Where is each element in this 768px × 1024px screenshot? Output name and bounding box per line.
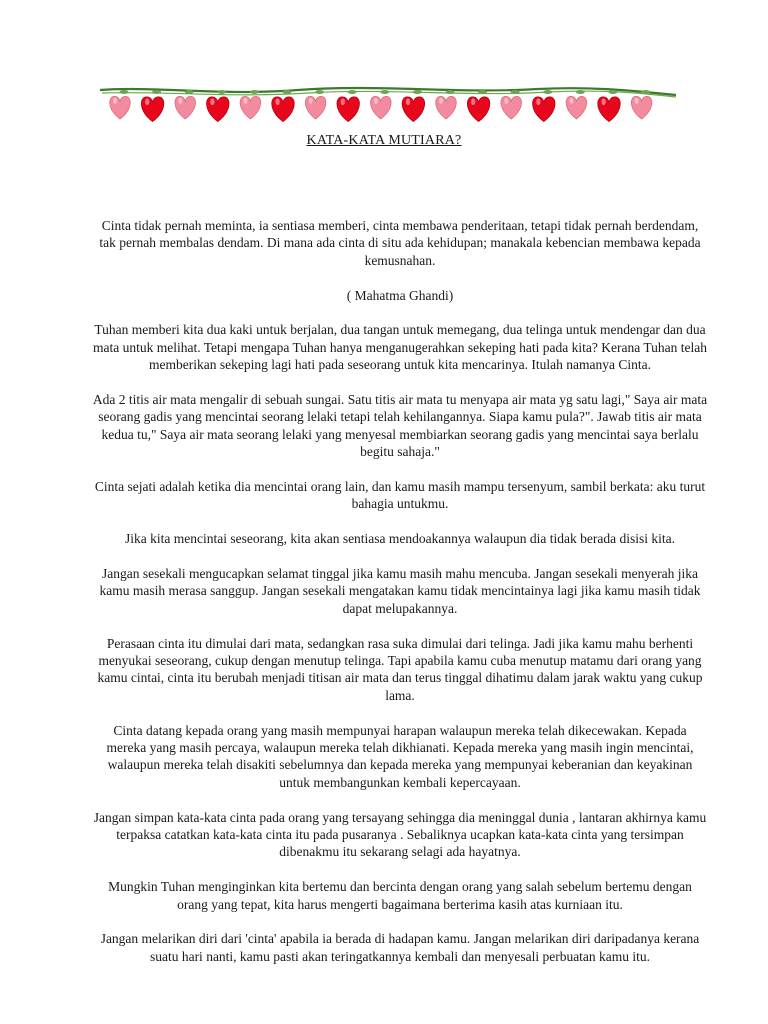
heart-highlight <box>309 98 313 104</box>
leaf-icon <box>380 90 389 94</box>
heart-highlight <box>178 98 182 104</box>
heart-highlight <box>210 98 214 105</box>
heart-highlight <box>113 98 117 104</box>
heart-highlight <box>243 98 247 104</box>
leaf-icon <box>576 90 585 94</box>
leaf-icon <box>446 90 455 94</box>
leaf-icon <box>511 90 520 94</box>
heart-icon <box>371 96 392 119</box>
heart-highlight <box>471 98 475 105</box>
heart-icon <box>598 97 620 122</box>
leaf-icon <box>120 90 129 94</box>
heart-highlight <box>275 98 279 105</box>
heart-highlight <box>569 98 573 104</box>
heart-highlight <box>504 98 508 104</box>
heart-highlight <box>536 98 540 105</box>
heart-icon <box>240 96 261 119</box>
heart-icon <box>337 97 359 122</box>
paragraph: Ada 2 titis air mata mengalir di sebuah sungai. Satu titis air mata tu menyapa air mata yg satu lagi," Saya air mata seorang gadis yang mencintai seorang lelaki tetapi telah kehilangannya. Siapa kamu pula?". Jawab titis air mata kedua tu," Saya air mata seorang lelaki yang menyesal membiarkan seorang gadis yang mencintai saya berlalu begitu sahaja." <box>92 392 708 460</box>
quote-attribution: ( Mahatma Ghandi) <box>346 287 454 303</box>
heart-icon <box>175 96 196 119</box>
heart-icon <box>402 97 424 122</box>
paragraph: Mungkin Tuhan menginginkan kita bertemu dan bercinta dengan orang yang salah sebelum bertemu dengan orang yang tepat, kita harus mengerti bagaimana berterima kasih atas kurniaan itu. <box>108 879 692 912</box>
heart-highlight <box>145 98 149 105</box>
leaf-icon <box>185 90 194 94</box>
heart-highlight <box>439 98 443 104</box>
heart-icon <box>631 96 652 119</box>
heart-icon <box>272 97 294 122</box>
heart-icon <box>110 96 131 119</box>
leaf-icon <box>315 90 324 94</box>
garland-hearts <box>110 90 652 122</box>
heart-icon <box>533 97 555 122</box>
heart-highlight <box>635 98 639 104</box>
leaf-icon <box>609 90 618 94</box>
leaf-icon <box>478 90 487 94</box>
heart-icon <box>141 97 163 122</box>
heart-icon <box>501 96 522 119</box>
heart-highlight <box>374 98 378 104</box>
paragraph: Perasaan cinta itu dimulai dari mata, sedangkan rasa suka dimulai dari telinga. Jadi jika kamu mahu berhenti menyukai seseorang, cukup dengan menutup telinga. Tapi apabila kamu cuba menutup matamu dari orang yang kamu cintai, cinta itu berubah menjadi titisan air mata dan terus tinggal dihatimu dalam jarak waktu yang cukup lama. <box>97 635 703 703</box>
leaf-icon <box>283 90 292 94</box>
paragraph: Cinta sejati adalah ketika dia mencintai orang lain, dan kamu masih mampu tersenyum, sambil berkata: aku turut bahagia untukmu. <box>94 479 706 512</box>
leaf-icon <box>217 90 226 94</box>
paragraph: Cinta tidak pernah meminta, ia sentiasa memberi, cinta membawa penderitaan, tetapi tidak pernah berdendam, tak pernah membalas dendam. Di mana ada cinta di situ ada kehidupan; manakala kebencian membawa kepada kemusnahan. <box>99 218 701 268</box>
heart-icon <box>467 97 489 122</box>
heart-garland <box>98 82 678 132</box>
paragraph: Jangan melarikan diri dari 'cinta' apabila ia berada di hadapan kamu. Jangan melarikan diri daripadanya kerana suatu hari nanti, kamu pasti akan teringatkannya kembali dan menyesali perbuatan kamu itu. <box>100 931 700 964</box>
leaf-icon <box>152 90 161 94</box>
paragraph: Jangan simpan kata-kata cinta pada orang yang tersayang sehingga dia meninggal dunia , lantaran akhirnya kamu terpaksa catatkan kata-kata cinta itu pada pusaranya . Sebaliknya ucapkan kata-kata cinta yang tersimpan dibenakmu itu sekarang selagi ada hayatnya. <box>93 809 707 860</box>
paragraph: Jika kita mencintai seseorang, kita akan sentiasa mendoakannya walaupun dia tidak berada disisi kita. <box>125 531 675 547</box>
heart-icon <box>436 96 457 119</box>
heart-highlight <box>601 98 605 105</box>
leaf-icon <box>413 90 422 94</box>
paragraph: Jangan sesekali mengucapkan selamat tinggal jika kamu masih mahu mencuba. Jangan sesekali menyerah jika kamu masih merasa sanggup. Jangan sesekali mengatakan kamu tidak mencintainya lagi jika kamu masih tidak dapat melupakannya. <box>99 566 701 616</box>
leaf-icon <box>250 90 259 94</box>
heart-icon <box>207 97 229 122</box>
heart-icon <box>566 96 587 119</box>
document-body <box>92 217 708 983</box>
page-title: KATA-KATA MUTIARA? <box>306 133 462 148</box>
paragraph: Tuhan memberi kita dua kaki untuk berjalan, dua tangan untuk memegang, dua telinga untuk mendengar dan dua mata untuk melihat. Tetapi mengapa Tuhan hanya menganugerahkan sekeping hati pada kita? Kerana Tuhan telah memberikan sekeping lagi hati pada seseorang untuk kita mencarinya. Itulah namanya Cinta. <box>92 322 707 373</box>
leaf-icon <box>543 90 552 94</box>
leaf-icon <box>348 90 357 94</box>
heart-highlight <box>406 98 410 105</box>
heart-highlight <box>341 98 345 105</box>
heart-icon <box>305 96 326 119</box>
paragraph: Cinta datang kepada orang yang masih mempunyai harapan walaupun mereka telah dikecewakan. Kepada mereka yang masih percaya, walaupun mereka telah dikhianati. Kepada mereka yang masih ingin mencintai, walaupun mereka telah disakiti sebelumnya dan kepada mereka yang mempunyai keberanian dan keyakinan untuk membangunkan kembali kepercayaan. <box>106 722 694 790</box>
leaf-icon <box>641 90 650 94</box>
